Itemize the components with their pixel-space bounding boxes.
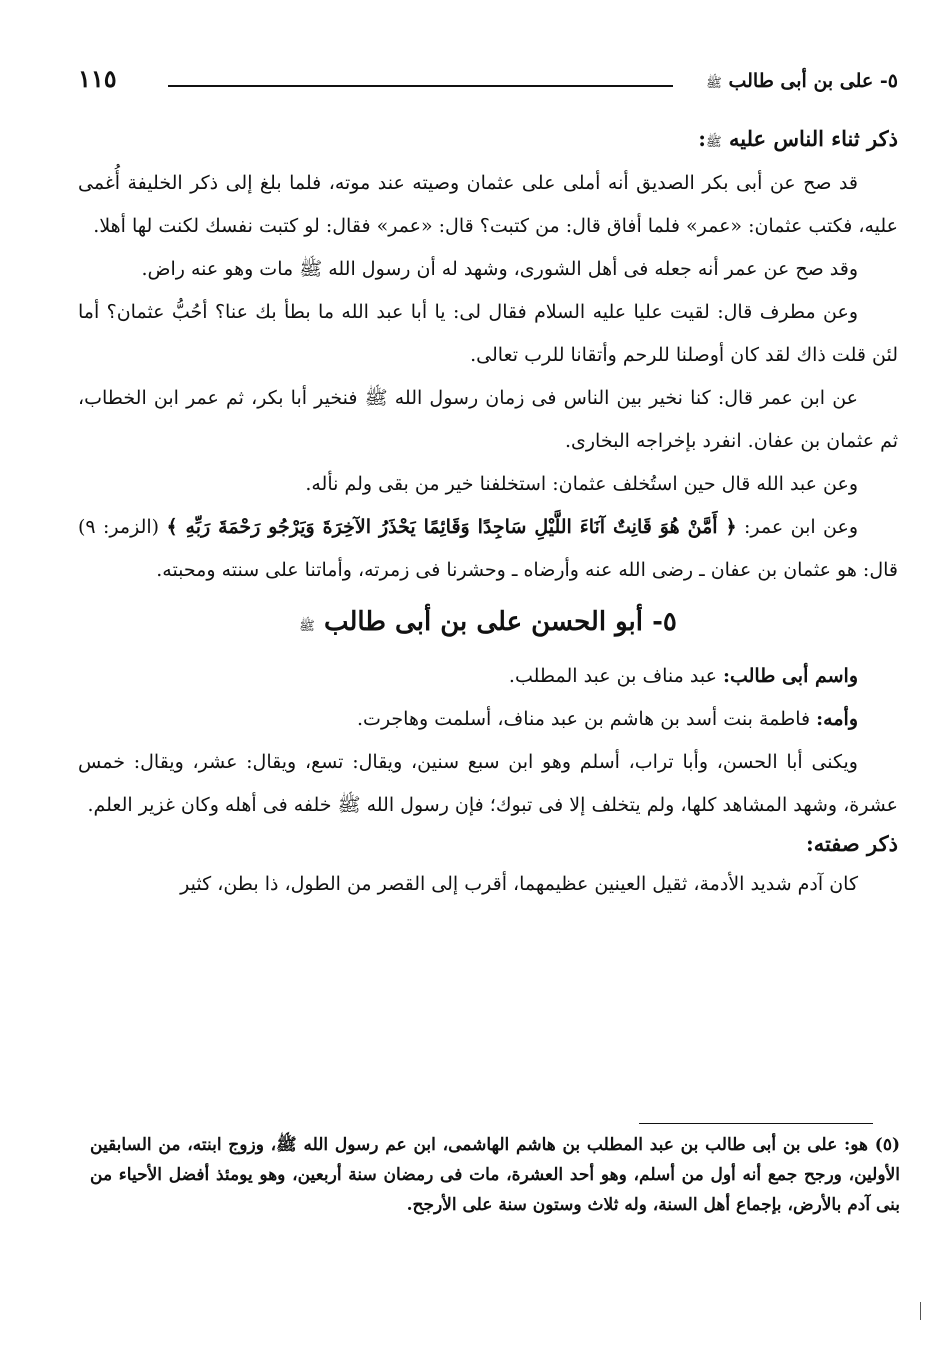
paragraph-mother: وأمه: فاطمة بنت أسد بن هاشم بن عبد مناف، أسلمت وهاجرت.	[357, 708, 858, 730]
paragraph-quran-verse: وعن ابن عمر: ﴿ أَمَّنْ هُوَ قَانِتٌ آنَاءَ اللَّيْلِ سَاجِدًا وَقَائِمًا يَحْذَرُ الآخِرَةَ وَيَرْجُو رَحْمَةَ رَبِّهِ ﴾ (الزمر: ٩) قال: هو عثمان بن عفان ـ رضى الله عنه وأرضاه ـ وحشرنا فى زمرته، وأماتنا على سنته ومحبته.	[78, 516, 898, 581]
paragraph-umar: وقد صح عن عمر أنه جعله فى أهل الشورى، وشهد له أن رسول الله ﷺ مات وهو عنه راض.	[141, 258, 858, 280]
description-heading: ذكر صفته:	[805, 831, 898, 856]
paragraph-father: واسم أبى طالب: عبد مناف بن عبد المطلب.	[508, 665, 858, 687]
paragraph-abubakr: قد صح عن أبى بكر الصديق أنه أملى على عثمان وصيته عند موته، فلما بلغ إلى ذكر الخليفة أُغمى عليه، فكتب عثمان: «عمر» فلما أفاق قال: من كتبت؟ قال: «عمر» فقال: لو كتبت نفسك لكنت لها أهلا.	[78, 172, 898, 237]
footnote: (٥) هو: على بن أبى طالب بن عبد المطلب بن هاشم الهاشمى، ابن عم رسول الله ﷺ، وزوج ابنته، من السابقين الأولين، ورجح جمع أنه أول من أسلم، وهو أحد العشرة، مات فى رمضان سنة أربعين، وهو يومئذ أفضل الأحياء من بنى آدم بالأرض، بإجماع أهل السنة، وله ثلاث وستون سنة على الأرجح.	[90, 1135, 900, 1215]
margin-mark	[920, 1302, 921, 1320]
paragraph-abdullah: وعن عبد الله قال حين استُخلف عثمان: استخلفنا خير من بقى ولم نأله.	[305, 473, 858, 495]
honorific-glyph: ﷺ	[299, 619, 315, 634]
quran-verse: ﴿ أَمَّنْ هُوَ قَانِتٌ آنَاءَ اللَّيْلِ سَاجِدًا وَقَائِمًا يَحْذَرُ الآخِرَةَ وَيَرْجُو رَحْمَةَ رَبِّهِ ﴾	[166, 516, 737, 538]
paragraph-mutarrif: وعن مطرف قال: لقيت عليا عليه السلام فقال لى: يا أبا عبد الله ما بطأ بك عنا؟ أحُبُّ عثمان؟ أما لئن قلت ذاك لقد كان أوصلنا للرحم وأتقانا للرب تعالى.	[78, 301, 898, 366]
footnote-rule	[639, 1123, 873, 1124]
paragraph-kunya: ويكنى أبا الحسن، وأبا تراب، أسلم وهو ابن سبع سنين، ويقال: تسع، ويقال: عشر، ويقال: خمس عشرة، وشهد المشاهد كلها، ولم يتخلف إلا فى تبوك؛ فإن رسول الله ﷺ خلفه فى أهله وكان غزير العلم.	[78, 751, 898, 816]
mother-label: وأمه:	[816, 708, 858, 730]
honorific-glyph: ﷺ	[705, 135, 722, 150]
father-label: واسم أبى طالب:	[722, 665, 858, 687]
page-number: ١١٥	[78, 64, 117, 93]
honorific-glyph: ﷺ	[706, 76, 722, 91]
page-header	[78, 62, 898, 102]
running-title: ٥- على بن أبى طالب ﷺ	[706, 70, 898, 92]
praise-heading: ذكر ثناء الناس عليه ﷺ:	[698, 126, 898, 151]
paragraph-ibn-umar: عن ابن عمر قال: كنا نخير بين الناس فى زمان رسول الله ﷺ فنخير أبا بكر، ثم عمر ابن الخطاب، ثم عثمان بن عفان. انفرد بإخراجه البخارى.	[78, 387, 898, 452]
section-title: ٥- أبو الحسن على بن أبى طالب ﷺ	[299, 607, 677, 637]
paragraph-description: كان آدم شديد الأدمة، ثقيل العينين عظيمهما، أقرب إلى القصر من الطول، ذا بطن، كثير	[180, 873, 858, 895]
header-rule	[168, 85, 673, 87]
main-text	[78, 122, 898, 906]
